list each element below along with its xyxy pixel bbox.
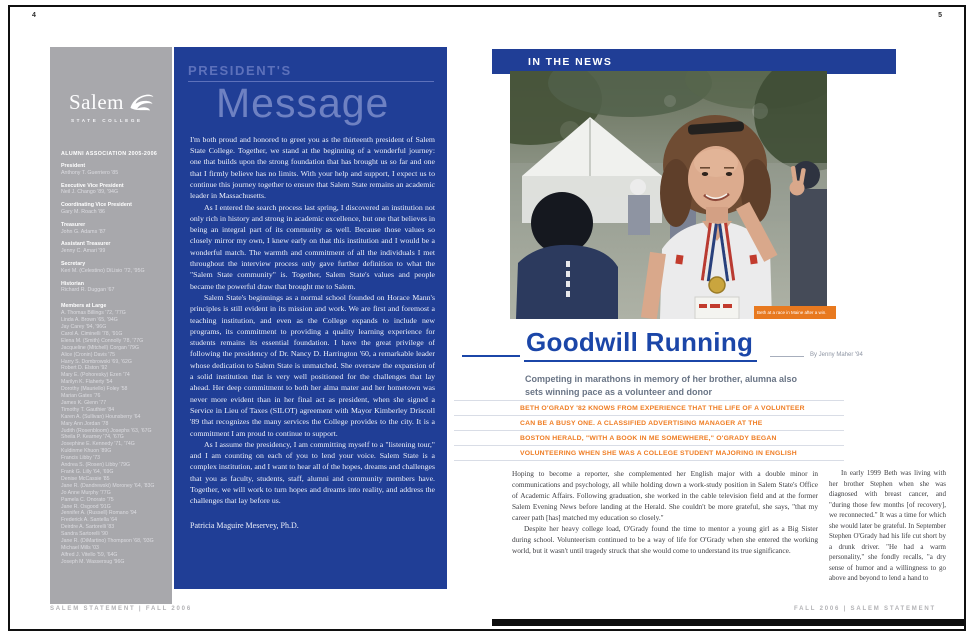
member-name: Pamela C. Onorato '75: [61, 496, 114, 503]
member-name: Jane R. (Dandrewski) Moroney '64, '83G: [61, 482, 155, 489]
article-byline: By Jenny Maher '94: [810, 352, 863, 358]
presidents-eyebrow-rule: [188, 62, 434, 82]
officer-name: Anthony T. Guerriero '85: [61, 169, 119, 176]
member-name: Josephine E. Kennedy '71, '74G: [61, 441, 135, 448]
page-number-right: 5: [938, 12, 942, 19]
member-name: Marilyn K. Flaherty '54: [61, 379, 113, 386]
member-name: Jay Carey '94, '96G: [61, 323, 107, 330]
photo-caption: Beth at a race in Maine after a win.: [754, 306, 836, 319]
alumni-sidebar: [50, 47, 172, 604]
member-name: Deirdre A. Sartorelli '83: [61, 524, 115, 531]
headline-lead-rule: [462, 355, 520, 357]
member-name: Sheila P. Kearney '74, '67G: [61, 434, 124, 441]
article-paragraph: Hoping to become a reporter, she complemented her English major with a double minor in communications and psychology, all while holding down a work-study position in Salem State's Office of Academic Affairs. Following graduation, she worked in the cable television field and at the former Salem Evening News before landing at the Herald. She couldn't be more grateful, she says, "that my career path [has] matched my education so closely.": [512, 469, 818, 522]
member-name: Denise McCassie '85: [61, 475, 110, 482]
member-name: Linda A. Brown '65, '94G: [61, 317, 118, 324]
member-name: Jane R. (DiMartino) Thompson '68, '93G: [61, 538, 154, 545]
salem-swoosh-icon: [128, 91, 155, 113]
officer-role: Treasurer: [61, 221, 86, 228]
member-name: Mary E. (Pohoresky) Ezen '74: [61, 372, 130, 379]
officer-entry: [61, 222, 161, 236]
footer-right: FALL 2006 | SALEM STATEMENT: [794, 606, 936, 612]
article-body: [512, 468, 946, 584]
officer-entry: [61, 281, 161, 295]
byline-rule: [770, 356, 804, 357]
officer-role: Historian: [61, 280, 84, 287]
message-paragraph: As I assume the presidency, I am committing myself to a "listening tour," and I am counting on each of you to lend your voice. Salem State is a complex institution, and I want to hear all of the hopes, dreams and challenges that you as faculty, students, staff, alumni and community members have. Together, we will work to turn hopes and dreams into reality, and address the challenges that lay before us.: [190, 439, 435, 506]
news-photo: [510, 71, 827, 319]
member-name: Sandra Sartorelli '90: [61, 531, 108, 538]
pull-quote-line: CAN BE A BUSY ONE. A CLASSIFIED ADVERTISING MANAGER AT THE: [454, 415, 844, 430]
member-name: Alice (Cronin) Davis '75: [61, 351, 116, 358]
member-name: Frederick A. Santella '64: [61, 517, 118, 524]
pull-quote-line: VOLUNTEERING WHEN SHE WAS A COLLEGE STUDENT MAJORING IN ENGLISH: [454, 445, 844, 460]
message-paragraph: I'm both proud and honored to greet you as the thirteenth president of Salem State College. Together, we stand at the beginning of a wonderful journey: one that builds upon the strong foundation that has brought us so far and one that I firmly believe has no limits. With your help and support, I expect us to continue this journey together to ensure that Salem State remains an academic leader in Massachusetts.: [190, 134, 435, 201]
alumni-association-heading: ALUMNI ASSOCIATION 2005-2006: [61, 151, 158, 157]
presidents-eyebrow: PRESIDENT'S: [188, 63, 292, 78]
pull-quote-line: BETH O'GRADY '82 KNOWS FROM EXPERIENCE THAT THE LIFE OF A VOLUNTEER: [454, 400, 844, 415]
salem-logo-wordmark: Salem: [69, 90, 124, 114]
salem-logo: [61, 91, 161, 113]
member-name: Alfred J. Vitello '59, '64G: [61, 551, 118, 558]
member-name: Joseph M. Wassersug '96G: [61, 558, 125, 565]
member-name: Jo Anne Murphy '77G: [61, 489, 111, 496]
article-deck: Competing in marathons in memory of her brother, alumna also sets winning pace as a volunteer and donor: [525, 374, 798, 397]
officer-entry: [61, 202, 161, 216]
officer-name: Richard R. Duggan '67: [61, 287, 115, 294]
member-name: Marian Gates '76: [61, 393, 101, 400]
president-signature: Patricia Maguire Meservey, Ph.D.: [190, 520, 299, 530]
officer-entry: [61, 183, 161, 197]
officer-entry: [61, 241, 161, 255]
pull-quote-bottom-rule: [454, 460, 844, 461]
member-name: Jennifer A. (Russell) Romano '94: [61, 510, 137, 517]
officer-name: Gary M. Roach '86: [61, 208, 105, 215]
message-body: [190, 134, 435, 507]
member-name: James K. Glenn '77: [61, 399, 107, 406]
officer-name: Jenny C. Amari '99: [61, 248, 106, 255]
in-the-news-label: IN THE NEWS: [528, 56, 613, 68]
member-name: Michael Mills '03: [61, 544, 99, 551]
officer-name: John G. Adams '87: [61, 228, 106, 235]
article-column-main: [512, 468, 818, 584]
officer-role: President: [61, 163, 86, 169]
footer-left: SALEM STATEMENT | FALL 2006: [50, 606, 192, 612]
member-name: Elena M. (Smith) Connolly '78, '77G: [61, 337, 144, 344]
bottom-bar: [492, 619, 964, 626]
member-name: Carol A. Ciminelli '78, '91G: [61, 330, 123, 337]
member-name: Timothy T. Gauthier '84: [61, 406, 115, 413]
officer-list: [61, 163, 161, 294]
pull-quote-line: BOSTON HERALD, "WITH A BOOK IN ME SOMEWHERE," O'GRADY BEGAN: [454, 430, 844, 445]
article-paragraph: In early 1999 Beth was living with her brother Stephen when she was diagnosed with breast cancer, and "during those few months [of recovery], we reconnected." It was a time for which she would later be grateful. In September Stephen O'Grady had his life cut short by a drunk driver. "He had a warm personality," she fondly recalls, "a dry sense of humor and a willingness to go above and beyond to lend a hand to: [829, 469, 946, 582]
members-at-large-heading: Members at Large: [61, 303, 107, 310]
officer-role: Coordinating Vice President: [61, 202, 132, 209]
officer-name: Neil J. Chango '89, '94G: [61, 189, 119, 196]
message-paragraph: Salem State's beginnings as a normal school founded on Horace Mann's principles is still evident in its mission and work. We are first and foremost a teaching institution, and even as the College expands to include new programs, its commitment to providing a quality learning experience for students remains its essential foundation. I have the great privilege of following the presidency of Dr. Nancy D. Harrington '60, a remarkable leader whose dedication to Salem State is unmatched. She oversaw the expansion of a solid institution that is very well positioned for the challenges that lay ahead. Her deep commitment to both her alma mater and her hometown was never more evident than in her final act as president, when she signed a Service in Lieu of Taxes (SILOT) agreement with Mayor Kimberley Driscoll '89 that recognizes the many services the College provides to the city. It is a commitment I am proud to continue to support.: [190, 292, 435, 438]
officer-entry: [61, 163, 161, 177]
officer-name: Keri M. (Celestino) DiLisio '72, '95G: [61, 267, 145, 274]
article-column-side: [829, 468, 946, 584]
officer-role: Executive Vice President: [61, 182, 124, 189]
member-name: Andrea S. (Rosen) Libby '79G: [61, 462, 131, 469]
article-paragraph: Despite her heavy college load, O'Grady found the time to mentor a young girl as a Big Sister during school. Volunteerism continued to be a way of life for O'Grady when she entered the working world, but it wasn't until tragedy struck that she would come to understand its true significance.: [512, 524, 818, 555]
message-paragraph: As I entered the search process last spring, I discovered an institution not only rich in history and strong in academic excellence, but one that believes in being an integral part of its community as well. Because those values so closely mirror my own, I knew early on that this institution and I would be a wonderful match. The warmth and commitment of all the individuals I met throughout the interview process only gave further definition to what the "Salem State community" is. Together, Salem State's values and people became the powerful draw that brought me to Salem.: [190, 202, 435, 291]
members-at-large-list: [61, 310, 161, 566]
pull-quote: [454, 400, 844, 460]
member-name: A. Thomas Billings '72, '77G: [61, 310, 126, 317]
member-name: Kuldinme Khuon '89G: [61, 448, 112, 455]
member-name: Frank G. Lilly '64, '69G: [61, 469, 114, 475]
member-name: Mary Ann Jordan '78: [61, 420, 109, 427]
officer-role: Secretary: [61, 260, 86, 267]
magazine-spread: [8, 5, 966, 631]
officer-role: Assistant Treasurer: [61, 241, 111, 248]
page-number-left: 4: [32, 12, 36, 19]
presidents-message-panel: [174, 47, 447, 589]
member-name: Francis Libby '73: [61, 455, 101, 462]
member-name: Dorothy (Mauriello) Foley '58: [61, 386, 128, 393]
member-name: Jane R. Osgood '91G: [61, 503, 111, 510]
message-title: Message: [216, 80, 390, 126]
headline-block: [462, 327, 952, 373]
member-name: Robert D. Elston '92: [61, 365, 108, 372]
salem-logo-subtext: STATE COLLEGE: [71, 118, 143, 123]
member-name: Harry S. Dombrowski '69, '62G: [61, 358, 132, 365]
officer-entry: [61, 261, 161, 275]
member-name: Karen A. (Sullivan) Hounsberry '64: [61, 413, 141, 420]
member-name: Judith (Rosenbloom) Josephs '63, '67G: [61, 427, 152, 434]
article-headline: Goodwill Running: [524, 327, 757, 362]
member-name: Jacqueline (Mitchell) Corgan '79G: [61, 344, 139, 351]
